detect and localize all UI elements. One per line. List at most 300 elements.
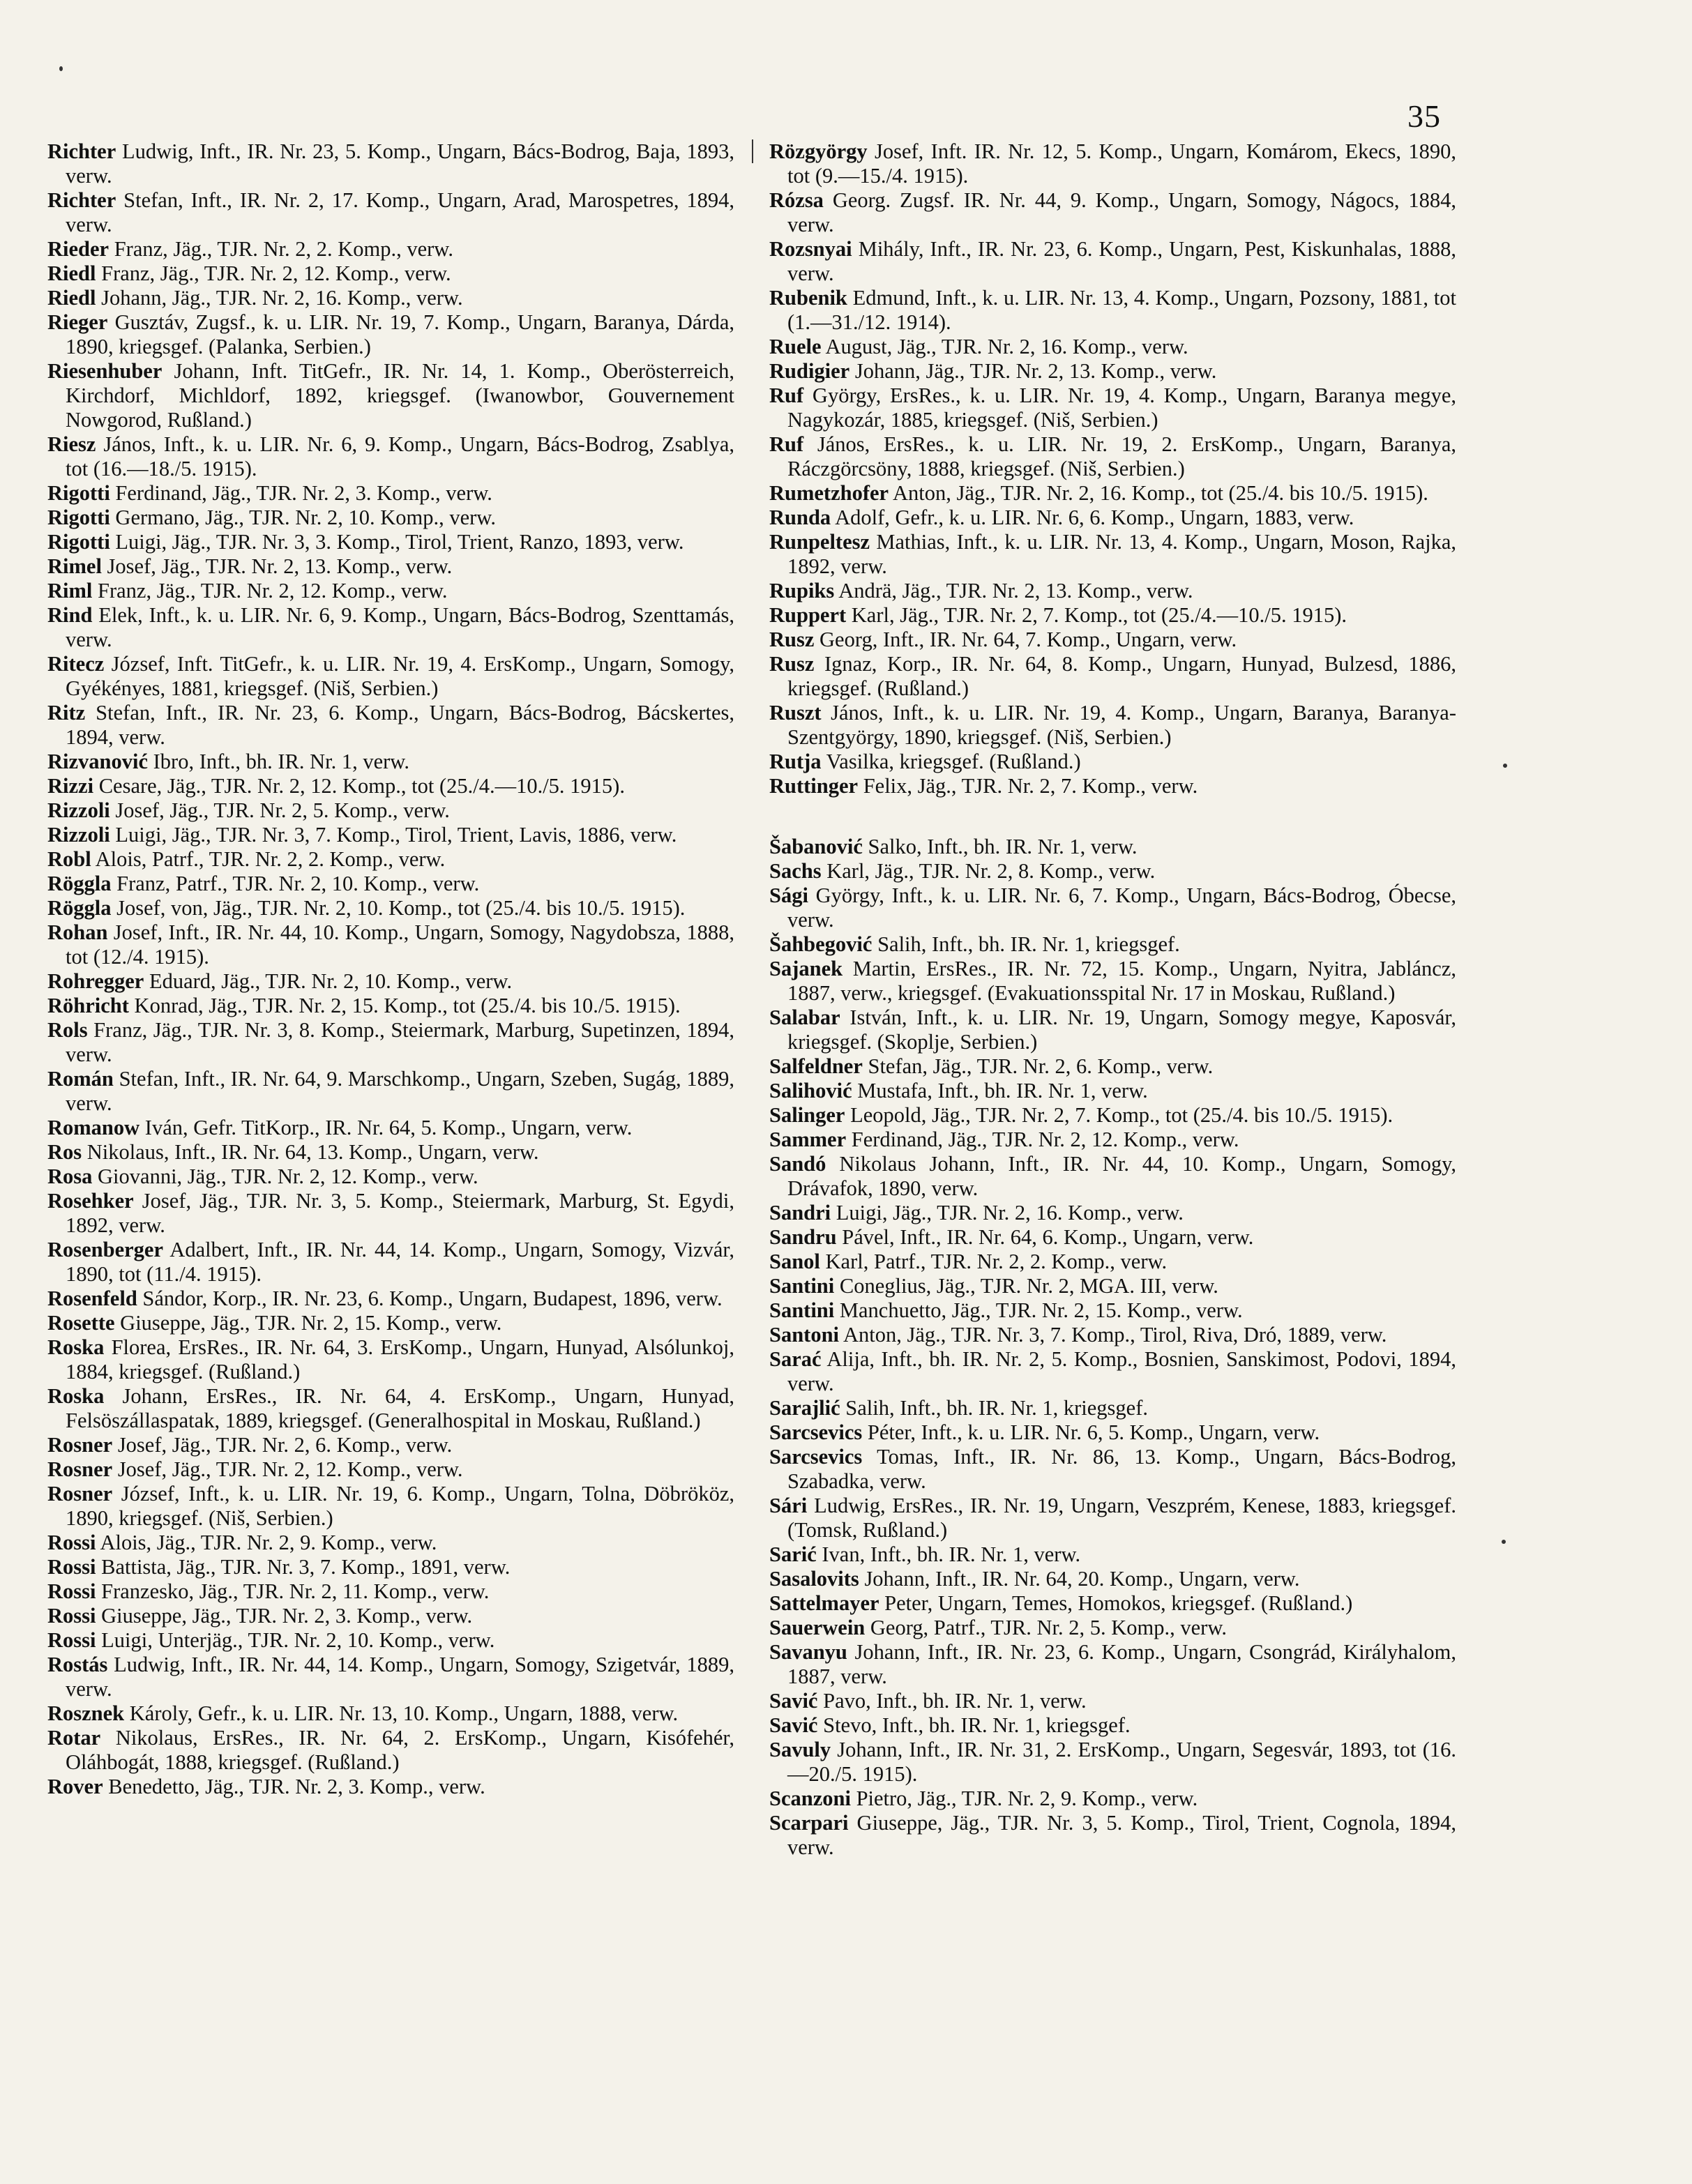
entry-details: István, Inft., k. u. LIR. Nr. 19, Ungarn, Somogy megye, Kaposvár, kriegsgef. (Skoplje, Serbien.) xyxy=(787,1006,1456,1054)
register-entry xyxy=(769,1713,1456,1738)
entry-details: Andrä, Jäg., TJR. Nr. 2, 13. Komp., verw. xyxy=(834,579,1193,602)
register-entry xyxy=(47,579,734,603)
entry-surname: Riml xyxy=(47,579,93,602)
entry-surname: Sammer xyxy=(769,1128,847,1151)
register-entry xyxy=(769,1201,1456,1225)
entry-surname: Rossi xyxy=(47,1531,96,1554)
register-entry xyxy=(769,774,1456,798)
entry-details: Cesare, Jäg., TJR. Nr. 2, 12. Komp., tot (25./4.—10./5. 1915). xyxy=(93,774,625,798)
register-entry xyxy=(769,1250,1456,1274)
entry-surname: Rossi xyxy=(47,1628,96,1652)
entry-surname: Ruele xyxy=(769,335,822,358)
register-entry xyxy=(47,896,734,920)
entry-details: Ignaz, Korp., IR. Nr. 64, 8. Komp., Ungarn, Hunyad, Bulzesd, 1886, kriegsgef. (Rußland.) xyxy=(787,652,1456,700)
register-entry xyxy=(769,335,1456,359)
register-entry xyxy=(47,1311,734,1335)
entry-surname: Salinger xyxy=(769,1103,845,1127)
entry-details: Mathias, Inft., k. u. LIR. Nr. 13, 4. Komp., Ungarn, Moson, Rajka, 1892, verw. xyxy=(787,530,1456,578)
right-column xyxy=(769,139,1456,1860)
entry-details: Ibro, Inft., bh. IR. Nr. 1, verw. xyxy=(148,750,409,773)
register-entry xyxy=(769,1006,1456,1054)
entry-details: Josef, Inft., IR. Nr. 44, 10. Komp., Ungarn, Somogy, Nagydobsza, 1888, tot (12./4. 1915). xyxy=(66,920,734,969)
register-entry xyxy=(769,1347,1456,1396)
register-entry xyxy=(769,384,1456,432)
entry-details: Franz, Jäg., TJR. Nr. 2, 2. Komp., verw. xyxy=(109,237,453,261)
entry-surname: Salihović xyxy=(769,1079,852,1102)
entry-surname: Rosette xyxy=(47,1311,115,1335)
entry-details: Ivan, Inft., bh. IR. Nr. 1, verw. xyxy=(816,1542,1081,1566)
entry-surname: Scarpari xyxy=(769,1811,849,1835)
register-entry xyxy=(47,554,734,579)
register-entry xyxy=(47,1238,734,1287)
register-entry xyxy=(769,1103,1456,1128)
entry-surname: Rosenfeld xyxy=(47,1287,137,1310)
entry-details: Luigi, Jäg., TJR. Nr. 2, 16. Komp., verw. xyxy=(831,1201,1184,1224)
register-entry xyxy=(47,1701,734,1726)
register-entry xyxy=(769,1542,1456,1567)
left-column xyxy=(47,139,734,1799)
entry-surname: Sajanek xyxy=(769,957,843,980)
entry-details: Pável, Inft., IR. Nr. 64, 6. Komp., Ungarn, verw. xyxy=(836,1225,1254,1249)
entry-surname: Santoni xyxy=(769,1323,840,1347)
entry-details: Josef, Jäg., TJR. Nr. 2, 6. Komp., verw. xyxy=(112,1433,453,1457)
register-entry xyxy=(769,506,1456,530)
register-entry xyxy=(47,1653,734,1701)
register-entry xyxy=(769,1640,1456,1689)
register-entry xyxy=(47,1018,734,1067)
entry-details: Ludwig, Inft., IR. Nr. 44, 14. Komp., Ungarn, Somogy, Szigetvár, 1889, verw. xyxy=(66,1653,734,1701)
register-entry xyxy=(769,835,1456,859)
register-entry xyxy=(769,1298,1456,1323)
entry-details: József, Inft. TitGefr., k. u. LIR. Nr. 19, 4. ErsKomp., Ungarn, Somogy, Gyékényes, 1881, kriegsgef. (Niš, Serbien.) xyxy=(66,652,734,700)
entry-details: Gusztáv, Zugsf., k. u. LIR. Nr. 19, 7. Komp., Ungarn, Baranya, Dárda, 1890, kriegsgef. (Palanka, Serbien.) xyxy=(66,310,734,358)
entry-surname: Roska xyxy=(47,1335,105,1359)
entry-details: Josef, Jäg., TJR. Nr. 2, 13. Komp., verw. xyxy=(101,554,453,578)
entry-details: Luigi, Jäg., TJR. Nr. 3, 7. Komp., Tirol, Trient, Lavis, 1886, verw. xyxy=(109,823,677,847)
entry-details: Konrad, Jäg., TJR. Nr. 2, 15. Komp., tot (25./4. bis 10./5. 1915). xyxy=(128,994,681,1017)
entry-details: Alija, Inft., bh. IR. Nr. 2, 5. Komp., Bosnien, Sanskimost, Podovi, 1894, verw. xyxy=(787,1347,1456,1395)
entry-surname: Rigotti xyxy=(47,506,110,529)
entry-surname: Riedl xyxy=(47,261,96,285)
entry-details: Ferdinand, Jäg., TJR. Nr. 2, 12. Komp., verw. xyxy=(846,1128,1239,1151)
register-entry xyxy=(47,701,734,750)
entry-details: Franz, Jäg., TJR. Nr. 2, 12. Komp., verw. xyxy=(92,579,448,602)
register-entry xyxy=(47,1067,734,1116)
register-entry xyxy=(769,1567,1456,1591)
entry-surname: Röggla xyxy=(47,896,112,920)
entry-details: Karl, Jäg., TJR. Nr. 2, 7. Komp., tot (25./4.—10./5. 1915). xyxy=(846,603,1347,627)
entry-surname: Sarcsevics xyxy=(769,1445,863,1469)
entry-details: Nikolaus Johann, Inft., IR. Nr. 44, 10. Komp., Ungarn, Somogy, Drávafok, 1890, verw. xyxy=(787,1152,1456,1200)
entry-details: György, Inft., k. u. LIR. Nr. 6, 7. Komp., Ungarn, Bács-Bodrog, Óbecse, verw. xyxy=(787,884,1456,932)
entry-details: János, Inft., k. u. LIR. Nr. 6, 9. Komp., Ungarn, Bács-Bodrog, Zsablya, tot (16.—18./5. 1915). xyxy=(66,432,734,480)
register-entry xyxy=(47,1287,734,1311)
entry-details: Salih, Inft., bh. IR. Nr. 1, kriegsgef. xyxy=(872,932,1180,956)
entry-surname: Rosehker xyxy=(47,1189,134,1213)
entry-details: Elek, Inft., k. u. LIR. Nr. 6, 9. Komp., Ungarn, Bács-Bodrog, Szenttamás, verw. xyxy=(66,603,734,651)
entry-details: Giovanni, Jäg., TJR. Nr. 2, 12. Komp., verw. xyxy=(92,1165,478,1188)
entry-surname: Sanol xyxy=(769,1250,820,1273)
register-entry xyxy=(769,1152,1456,1201)
register-entry xyxy=(769,1494,1456,1542)
register-entry xyxy=(769,188,1456,237)
register-entry xyxy=(47,481,734,506)
entry-surname: Rózsa xyxy=(769,188,824,212)
register-entry xyxy=(769,1787,1456,1811)
entry-details: Giuseppe, Jäg., TJR. Nr. 2, 15. Komp., verw. xyxy=(114,1311,502,1335)
entry-details: Pietro, Jäg., TJR. Nr. 2, 9. Komp., verw. xyxy=(850,1787,1198,1810)
entry-surname: Robl xyxy=(47,847,91,871)
page-number: 35 xyxy=(1407,98,1441,134)
entry-surname: Ruf xyxy=(769,384,804,407)
entry-surname: Rudigier xyxy=(769,359,850,383)
register-entry xyxy=(769,237,1456,286)
entry-surname: Román xyxy=(47,1067,114,1091)
section-gap xyxy=(769,798,1456,835)
entry-details: Josef, von, Jäg., TJR. Nr. 2, 10. Komp., tot (25./4. bis 10./5. 1915). xyxy=(111,896,686,920)
register-entry xyxy=(47,969,734,994)
entry-details: Josef, Jäg., TJR. Nr. 3, 5. Komp., Steiermark, Marburg, St. Egydi, 1892, verw. xyxy=(66,1189,734,1237)
entry-surname: Rosznek xyxy=(47,1701,125,1725)
entry-surname: Sári xyxy=(769,1494,808,1517)
entry-surname: Richter xyxy=(47,139,116,163)
entry-details: György, ErsRes., k. u. LIR. Nr. 19, 4. Komp., Ungarn, Baranya megye, Nagykozár, 1885, kriegsgef. (Niš, Serbien.) xyxy=(787,384,1456,432)
entry-details: Josef, Inft. IR. Nr. 12, 5. Komp., Ungarn, Komárom, Ekecs, 1890, tot (9.—15./4. 1915). xyxy=(787,139,1456,188)
register-entry xyxy=(47,1604,734,1628)
entry-details: Vasilka, kriegsgef. (Rußland.) xyxy=(821,750,1081,773)
entry-surname: Rizzoli xyxy=(47,798,110,822)
entry-surname: Runda xyxy=(769,506,831,529)
register-entry xyxy=(47,1628,734,1653)
entry-details: Mihály, Inft., IR. Nr. 23, 6. Komp., Ungarn, Pest, Kiskunhalas, 1888, verw. xyxy=(787,237,1456,285)
entry-details: Johann, Inft., IR. Nr. 64, 20. Komp., Ungarn, verw. xyxy=(859,1567,1300,1591)
entry-details: Stevo, Inft., bh. IR. Nr. 1, kriegsgef. xyxy=(817,1713,1131,1737)
entry-details: Franz, Jäg., TJR. Nr. 2, 12. Komp., verw. xyxy=(96,261,451,285)
register-entry xyxy=(769,884,1456,932)
entry-details: Adolf, Gefr., k. u. LIR. Nr. 6, 6. Komp., Ungarn, 1883, verw. xyxy=(831,506,1354,529)
register-entry xyxy=(769,1616,1456,1640)
column-divider xyxy=(752,139,753,163)
entry-surname: Sandó xyxy=(769,1152,826,1176)
entry-details: János, ErsRes., k. u. LIR. Nr. 19, 2. ErsKomp., Ungarn, Baranya, Ráczgörcsöny, 1888, kriegsgef. (Niš, Serbien.) xyxy=(787,432,1456,480)
register-entry xyxy=(769,530,1456,579)
entry-details: Josef, Jäg., TJR. Nr. 2, 5. Komp., verw. xyxy=(109,798,450,822)
register-entry xyxy=(769,1079,1456,1103)
entry-details: Iván, Gefr. TitKorp., IR. Nr. 64, 5. Komp., Ungarn, verw. xyxy=(139,1116,633,1139)
register-entry xyxy=(47,1726,734,1775)
entry-details: Alois, Patrf., TJR. Nr. 2, 2. Komp., verw. xyxy=(91,847,446,871)
entry-details: Nikolaus, Inft., IR. Nr. 64, 13. Komp., Ungarn, verw. xyxy=(82,1140,539,1164)
entry-details: Ferdinand, Jäg., TJR. Nr. 2, 3. Komp., verw. xyxy=(109,481,492,505)
entry-details: Eduard, Jäg., TJR. Nr. 2, 10. Komp., verw. xyxy=(144,969,513,993)
entry-surname: Rossi xyxy=(47,1579,96,1603)
entry-details: Johann, Inft., IR. Nr. 23, 6. Komp., Ungarn, Csongrád, Királyhalom, 1887, verw. xyxy=(787,1640,1456,1688)
register-entry xyxy=(47,188,734,237)
entry-details: Georg, Patrf., TJR. Nr. 2, 5. Komp., verw. xyxy=(865,1616,1227,1639)
entry-surname: Rizzi xyxy=(47,774,94,798)
entry-details: August, Jäg., TJR. Nr. 2, 16. Komp., verw. xyxy=(821,335,1188,358)
entry-surname: Rostás xyxy=(47,1653,108,1676)
entry-details: Luigi, Jäg., TJR. Nr. 3, 3. Komp., Tirol, Trient, Ranzo, 1893, verw. xyxy=(109,530,684,554)
entry-details: Stefan, Inft., IR. Nr. 2, 17. Komp., Ungarn, Arad, Marospetres, 1894, verw. xyxy=(66,188,734,236)
entry-details: Georg, Inft., IR. Nr. 64, 7. Komp., Ungarn, verw. xyxy=(814,628,1237,651)
register-entry xyxy=(769,1445,1456,1494)
entry-details: Manchuetto, Jäg., TJR. Nr. 2, 15. Komp., verw. xyxy=(834,1298,1243,1322)
entry-details: Stefan, Jäg., TJR. Nr. 2, 6. Komp., verw. xyxy=(862,1054,1214,1078)
entry-details: Ludwig, Inft., IR. Nr. 23, 5. Komp., Ungarn, Bács-Bodrog, Baja, 1893, verw. xyxy=(66,139,734,188)
entry-surname: Röhricht xyxy=(47,994,129,1017)
entry-details: Peter, Ungarn, Temes, Homokos, kriegsgef. (Rußland.) xyxy=(879,1591,1353,1615)
register-entry xyxy=(47,1579,734,1604)
entry-surname: Ruttinger xyxy=(769,774,859,798)
entry-surname: Rover xyxy=(47,1775,103,1798)
entry-surname: Ros xyxy=(47,1140,82,1164)
entry-surname: Rizvanović xyxy=(47,750,149,773)
register-entry xyxy=(769,603,1456,628)
register-entry xyxy=(47,1335,734,1384)
register-entry xyxy=(47,920,734,969)
entry-details: Ludwig, ErsRes., IR. Nr. 19, Ungarn, Veszprém, Kenese, 1883, kriegsgef. (Tomsk, Rußland.) xyxy=(787,1494,1456,1542)
entry-surname: Savanyu xyxy=(769,1640,847,1664)
entry-surname: Rohregger xyxy=(47,969,144,993)
entry-details: Károly, Gefr., k. u. LIR. Nr. 13, 10. Komp., Ungarn, 1888, verw. xyxy=(124,1701,679,1725)
entry-surname: Savić xyxy=(769,1689,818,1713)
register-entry xyxy=(47,774,734,798)
entry-surname: Sarcsevics xyxy=(769,1420,863,1444)
entry-surname: Salabar xyxy=(769,1006,840,1029)
register-entry xyxy=(769,1396,1456,1420)
register-entry xyxy=(47,359,734,432)
entry-details: Edmund, Inft., k. u. LIR. Nr. 13, 4. Komp., Ungarn, Pozsony, 1881, tot (1.—31./12. 1914). xyxy=(787,286,1456,334)
register-entry xyxy=(47,652,734,701)
entry-surname: Savić xyxy=(769,1713,818,1737)
entry-details: Anton, Jäg., TJR. Nr. 3, 7. Komp., Tirol, Riva, Dró, 1889, verw. xyxy=(839,1323,1387,1347)
entry-surname: Röggla xyxy=(47,872,112,895)
register-entry xyxy=(769,286,1456,335)
entry-surname: Šabanović xyxy=(769,835,863,858)
entry-details: Georg. Zugsf. IR. Nr. 44, 9. Komp., Ungarn, Somogy, Nágocs, 1884, verw. xyxy=(787,188,1456,236)
entry-details: Benedetto, Jäg., TJR. Nr. 2, 3. Komp., verw. xyxy=(103,1775,485,1798)
register-entry xyxy=(769,1128,1456,1152)
entry-details: Salko, Inft., bh. IR. Nr. 1, verw. xyxy=(862,835,1138,858)
entry-details: Martin, ErsRes., IR. Nr. 72, 15. Komp., Ungarn, Nyitra, Jabláncz, 1887, verw., kriegsgef. (Evakuationsspital Nr. 17 in Moskau, Rußland.) xyxy=(787,957,1456,1005)
entry-surname: Rumetzhofer xyxy=(769,481,889,505)
entry-details: Péter, Inft., k. u. LIR. Nr. 6, 5. Komp., Ungarn, verw. xyxy=(862,1420,1320,1444)
entry-details: Florea, ErsRes., IR. Nr. 64, 3. ErsKomp., Ungarn, Hunyad, Alsólunkoj, 1884, kriegsgef. (Rußland.) xyxy=(66,1335,734,1383)
entry-details: Coneglius, Jäg., TJR. Nr. 2, MGA. III, verw. xyxy=(834,1274,1218,1298)
entry-surname: Santini xyxy=(769,1274,835,1298)
entry-details: Felix, Jäg., TJR. Nr. 2, 7. Komp., verw. xyxy=(858,774,1198,798)
entry-surname: Ruf xyxy=(769,432,804,456)
entry-surname: Rosner xyxy=(47,1433,113,1457)
entry-surname: Ritz xyxy=(47,701,86,725)
entry-surname: Rind xyxy=(47,603,93,627)
register-entry xyxy=(769,359,1456,384)
entry-surname: Rizzoli xyxy=(47,823,110,847)
register-entry xyxy=(47,1140,734,1165)
entry-details: Stefan, Inft., IR. Nr. 23, 6. Komp., Ungarn, Bács-Bodrog, Bácskertes, 1894, verw. xyxy=(66,701,734,749)
entry-details: Johann, Inft., IR. Nr. 31, 2. ErsKomp., Ungarn, Segesvár, 1893, tot (16.—20./5. 1915). xyxy=(787,1738,1456,1786)
entry-surname: Rosner xyxy=(47,1482,113,1506)
register-entry xyxy=(47,432,734,481)
entry-surname: Scanzoni xyxy=(769,1787,851,1810)
register-entry xyxy=(769,859,1456,884)
entry-surname: Romanow xyxy=(47,1116,140,1139)
entry-details: Nikolaus, ErsRes., IR. Nr. 64, 2. ErsKomp., Ungarn, Kisófehér, Oláhbogát, 1888, kriegsgef. (Rußland.) xyxy=(66,1726,734,1774)
print-speck xyxy=(1502,1540,1506,1544)
entry-surname: Ritecz xyxy=(47,652,105,676)
entry-details: Johann, Inft. TitGefr., IR. Nr. 14, 1. Komp., Oberösterreich, Kirchdorf, Michldorf, 1892, kriegsgef. (Iwanowbor, Gouvernement Nowgorod, Rußland.) xyxy=(66,359,734,432)
entry-surname: Sarać xyxy=(769,1347,822,1371)
register-entry xyxy=(47,994,734,1018)
register-entry xyxy=(47,310,734,359)
register-entry xyxy=(47,1433,734,1457)
entry-surname: Santini xyxy=(769,1298,835,1322)
register-entry xyxy=(47,1116,734,1140)
register-entry xyxy=(769,957,1456,1006)
register-entry xyxy=(47,750,734,774)
entry-surname: Rupiks xyxy=(769,579,835,602)
entry-details: Franz, Jäg., TJR. Nr. 3, 8. Komp., Steiermark, Marburg, Supetinzen, 1894, verw. xyxy=(66,1018,734,1066)
register-entry xyxy=(769,932,1456,957)
entry-surname: Savuly xyxy=(769,1738,831,1761)
entry-surname: Sattelmayer xyxy=(769,1591,879,1615)
entry-surname: Richter xyxy=(47,188,116,212)
entry-details: Adalbert, Inft., IR. Nr. 44, 14. Komp., Ungarn, Somogy, Vizvár, 1890, tot (11./4. 1915). xyxy=(66,1238,734,1286)
entry-details: Salih, Inft., bh. IR. Nr. 1, kriegsgef. xyxy=(840,1396,1148,1420)
entry-surname: Sarajlić xyxy=(769,1396,840,1420)
entry-details: Josef, Jäg., TJR. Nr. 2, 12. Komp., verw. xyxy=(112,1457,463,1481)
register-entry xyxy=(47,1189,734,1238)
register-entry xyxy=(47,1775,734,1799)
entry-details: János, Inft., k. u. LIR. Nr. 19, 4. Komp., Ungarn, Baranya, Baranya-Szentgyörgy, 1890, kriegsgef. (Niš, Serbien.) xyxy=(787,701,1456,749)
register-entry xyxy=(47,603,734,652)
register-entry xyxy=(769,1225,1456,1250)
entry-details: Tomas, Inft., IR. Nr. 86, 13. Komp., Ungarn, Bács-Bodrog, Szabadka, verw. xyxy=(787,1445,1456,1493)
entry-details: Franzesko, Jäg., TJR. Nr. 2, 11. Komp., verw. xyxy=(96,1579,490,1603)
register-entry xyxy=(47,1457,734,1482)
register-entry xyxy=(47,1384,734,1433)
register-entry xyxy=(769,1811,1456,1860)
entry-surname: Rubenik xyxy=(769,286,847,310)
entry-surname: Sági xyxy=(769,884,808,907)
entry-surname: Ruppert xyxy=(769,603,847,627)
entry-details: Karl, Jäg., TJR. Nr. 2, 8. Komp., verw. xyxy=(821,859,1156,883)
entry-surname: Salfeldner xyxy=(769,1054,863,1078)
entry-surname: Sauerwein xyxy=(769,1616,866,1639)
register-entry xyxy=(47,506,734,530)
entry-surname: Rözgyörgy xyxy=(769,139,868,163)
entry-surname: Rigotti xyxy=(47,530,110,554)
entry-details: Giuseppe, Jäg., TJR. Nr. 2, 3. Komp., verw. xyxy=(96,1604,473,1628)
register-entry xyxy=(769,1323,1456,1347)
entry-surname: Runpeltesz xyxy=(769,530,870,554)
entry-surname: Sarić xyxy=(769,1542,817,1566)
entry-surname: Rusz xyxy=(769,628,815,651)
entry-surname: Šahbegović xyxy=(769,932,873,956)
register-entry xyxy=(47,1531,734,1555)
entry-surname: Rieger xyxy=(47,310,108,334)
entry-surname: Rohan xyxy=(47,920,108,944)
entry-surname: Rols xyxy=(47,1018,88,1042)
register-entry xyxy=(47,286,734,310)
register-entry xyxy=(769,750,1456,774)
register-entry xyxy=(47,1482,734,1531)
entry-surname: Rotar xyxy=(47,1726,101,1750)
entry-surname: Rosner xyxy=(47,1457,113,1481)
register-entry xyxy=(47,139,734,188)
register-entry xyxy=(47,847,734,872)
entry-surname: Sandri xyxy=(769,1201,831,1224)
entry-surname: Riesenhuber xyxy=(47,359,163,383)
entry-details: Pavo, Inft., bh. IR. Nr. 1, verw. xyxy=(817,1689,1087,1713)
entry-surname: Roska xyxy=(47,1384,105,1408)
entry-details: Franz, Patrf., TJR. Nr. 2, 10. Komp., verw. xyxy=(111,872,480,895)
entry-details: Leopold, Jäg., TJR. Nr. 2, 7. Komp., tot (25./4. bis 10./5. 1915). xyxy=(845,1103,1393,1127)
entry-details: Johann, Jäg., TJR. Nr. 2, 16. Komp., verw. xyxy=(96,286,463,310)
register-entry xyxy=(769,139,1456,188)
entry-surname: Rossi xyxy=(47,1555,96,1579)
entry-surname: Sandru xyxy=(769,1225,837,1249)
register-entry xyxy=(47,1555,734,1579)
entry-surname: Rigotti xyxy=(47,481,110,505)
register-entry xyxy=(769,652,1456,701)
entry-surname: Ruszt xyxy=(769,701,822,725)
register-entry xyxy=(769,1420,1456,1445)
entry-details: Luigi, Unterjäg., TJR. Nr. 2, 10. Komp., verw. xyxy=(96,1628,495,1652)
register-entry xyxy=(47,530,734,554)
entry-details: Stefan, Inft., IR. Nr. 64, 9. Marschkomp., Ungarn, Szeben, Sugág, 1889, verw. xyxy=(66,1067,734,1115)
print-speck xyxy=(59,66,63,71)
entry-surname: Riesz xyxy=(47,432,96,456)
register-entry xyxy=(769,481,1456,506)
entry-surname: Sasalovits xyxy=(769,1567,859,1591)
entry-surname: Rozsnyai xyxy=(769,237,852,261)
entry-details: Karl, Patrf., TJR. Nr. 2, 2. Komp., verw. xyxy=(819,1250,1168,1273)
register-entry xyxy=(769,701,1456,750)
register-entry xyxy=(47,1165,734,1189)
entry-details: Johann, ErsRes., IR. Nr. 64, 4. ErsKomp., Ungarn, Hunyad, Felsöszállaspatak, 1889, kriegsgef. (Generalhospital in Moskau, Rußland.) xyxy=(66,1384,734,1432)
entry-details: Anton, Jäg., TJR. Nr. 2, 16. Komp., tot (25./4. bis 10./5. 1915). xyxy=(889,481,1428,505)
entry-surname: Rosa xyxy=(47,1165,93,1188)
entry-details: Johann, Jäg., TJR. Nr. 2, 13. Komp., verw. xyxy=(849,359,1217,383)
entry-surname: Rossi xyxy=(47,1604,96,1628)
entry-details: József, Inft., k. u. LIR. Nr. 19, 6. Komp., Ungarn, Tolna, Döbrököz, 1890, kriegsgef. (Niš, Serbien.) xyxy=(66,1482,734,1530)
entry-details: Sándor, Korp., IR. Nr. 23, 6. Komp., Ungarn, Budapest, 1896, verw. xyxy=(137,1287,723,1310)
register-entry xyxy=(47,872,734,896)
register-entry xyxy=(47,798,734,823)
entry-details: Germano, Jäg., TJR. Nr. 2, 10. Komp., verw. xyxy=(109,506,496,529)
entry-surname: Rimel xyxy=(47,554,102,578)
entry-surname: Rosenberger xyxy=(47,1238,164,1261)
register-entry xyxy=(769,579,1456,603)
entry-details: Alois, Jäg., TJR. Nr. 2, 9. Komp., verw. xyxy=(96,1531,437,1554)
register-entry xyxy=(769,1689,1456,1713)
entry-details: Mustafa, Inft., bh. IR. Nr. 1, verw. xyxy=(852,1079,1148,1102)
register-entry xyxy=(769,1054,1456,1079)
entry-surname: Rieder xyxy=(47,237,109,261)
entry-surname: Rusz xyxy=(769,652,815,676)
register-entry xyxy=(769,628,1456,652)
register-entry xyxy=(769,1591,1456,1616)
entry-details: Battista, Jäg., TJR. Nr. 3, 7. Komp., 1891, verw. xyxy=(96,1555,511,1579)
entry-surname: Rutja xyxy=(769,750,822,773)
register-entry xyxy=(769,1274,1456,1298)
register-entry xyxy=(769,432,1456,481)
entry-surname: Riedl xyxy=(47,286,96,310)
register-entry xyxy=(769,1738,1456,1787)
register-entry xyxy=(47,261,734,286)
